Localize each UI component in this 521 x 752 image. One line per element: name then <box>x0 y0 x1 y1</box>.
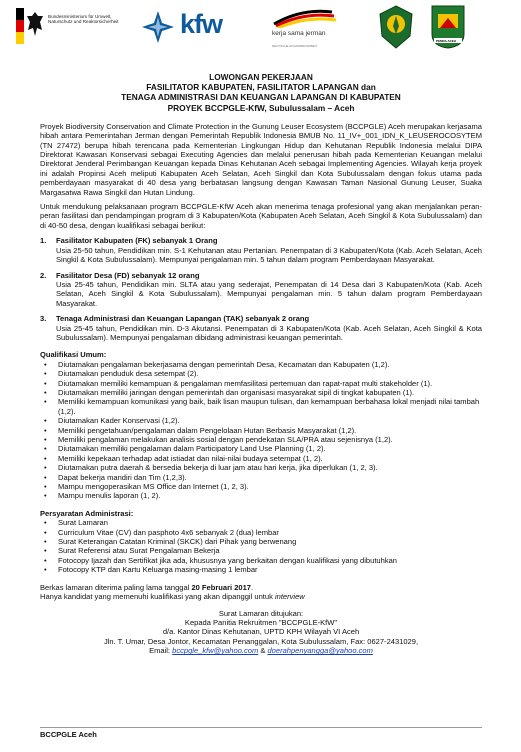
page-footer: BCCPGLE Aceh <box>40 727 482 739</box>
qualification-item: • Mampu menulis laporan (1, 2). <box>40 491 482 500</box>
title-line-3: TENAGA ADMINISTRASI DAN KEUANGAN LAPANGAN DI KABUPATEN <box>121 92 401 103</box>
qualification-item: • Memiliki kepekaan terhadap adat istiadat dan nilai-nilai budaya setempat (1, 2). <box>40 454 482 463</box>
posting-title <box>40 72 482 113</box>
title-line-4: PROYEK BCCPGLE-KfW, Subulussalam – Aceh <box>167 102 355 113</box>
qualification-item: • Mampu mengoperasikan MS Office dan Internet (1, 2, 3). <box>40 482 482 491</box>
qualification-item: • Diutamakan penduduk desa setempat (2). <box>40 369 482 378</box>
email-link-1[interactable]: bccpgle_kfw@yahoo.com <box>172 646 259 656</box>
qualification-item: • Memiliki pengetahuan/pengalaman dalam Pengelolaan Hutan Berbasis Masyarakat (1,2). <box>40 426 482 435</box>
qualification-item: • Diutamakan memiliki jaringan dengan pemerintah dan organisasi masyarakat sipil di tingkat kabupaten (1). <box>40 388 482 397</box>
position-number: 1. <box>40 236 47 246</box>
position-item <box>40 271 482 309</box>
position-heading: Fasilitator Desa (FD) sebanyak 12 orang <box>56 270 200 280</box>
admin-requirement-item: • Fotocopy Ijazah dan Sertifikat jika ada, khususnya yang berkaitan dengan kualifikasi yang dibutuhkan <box>40 556 482 565</box>
positions-list <box>40 236 482 342</box>
qualifications-heading: Qualifikasi Umum: <box>40 350 107 360</box>
admin-requirement-item: • Surat Keterangan Catatan Kriminal (SKCK) dari Pihak yang berwenang <box>40 537 482 546</box>
federal-eagle-icon <box>26 10 44 38</box>
admin-requirement-item: • Surat Referensi atau Surat Pengalaman Bekerja <box>40 546 482 555</box>
qualification-item: • Diutamakan memiliki pengalaman dalam Participatory Land Use Planning (1, 2). <box>40 444 482 453</box>
position-item <box>40 314 482 342</box>
interview-line: Hanya kandidat yang memenuhi kualifikasi yang akan dipanggil untuk interview <box>40 592 305 602</box>
email-link-2[interactable]: doerahpenyangga@yahoo.com <box>267 646 373 656</box>
admin-requirement-item: • Fotocopy KTP dan Kartu Keluarga masing-masing 1 lembar <box>40 565 482 574</box>
position-description: Usia 25-50 tahun, Pendidikan min. S-1 Kehutanan atau Pertanian. Penempatan di 3 Kabupaten/Kota (Kab. Aceh Selatan, Aceh Singkil & Kota Subulussalam). Mempunyai pengalaman min. 5 tahun dalam program Pemberdayaan Masyarakat. <box>56 245 482 265</box>
title-line-2: FASILITATOR KABUPATEN, FASILITATOR LAPANGAN dan <box>146 82 376 93</box>
deadline-date: 20 Februari 2017 <box>191 582 252 592</box>
qualification-item: • Diutamakan Kader Konservasi (1,2). <box>40 416 482 425</box>
kfw-mark-icon <box>140 9 176 45</box>
address-line-2: Kepada Panitia Rekruitmen "BCCPGLE-KfW" <box>184 617 338 627</box>
qualification-item: • Diutamakan memiliki kemampuan & pengalaman memfasilitasi pertemuan dan rapat-rapat multi stakeholder (1). <box>40 379 482 388</box>
qualification-item: • Dapat bekerja mandiri dan Tim (1,2,3). <box>40 473 482 482</box>
kj-subtext: DEUTSCHE ZUSAMMENARBEIT <box>272 44 318 48</box>
intro-paragraph-2: Untuk mendukung pelaksanaan program BCCPGLE-KfW Aceh akan menerima tenaga profesional yang akan menjalankan peran-peran fasilitasi dan pendampingan program di 3 Kabupaten/Kota (Kabupaten Aceh Selatan, Aceh Singkil & Kota Subulussalam) dan di 40-50 desa, dengan kualifikasi sebagai berikut: <box>40 202 482 230</box>
kj-swoosh-icon <box>272 6 352 28</box>
admin-requirements-heading: Persyaratan Administrasi: <box>40 508 134 518</box>
position-number: 3. <box>40 314 47 324</box>
aceh-emblem <box>428 4 468 50</box>
bmu-logo <box>16 8 126 44</box>
kj-text: kerja sama jerman <box>272 30 326 37</box>
position-number: 2. <box>40 270 47 280</box>
admin-requirement-item: • Curriculum Vitae (CV) dan pasphoto 4x6 sebanyak 2 (dua) lembar <box>40 528 482 537</box>
intro-paragraph: Proyek Biodiversity Conservation and Climate Protection in the Gunung Leuser Ecosystem (BCCPGLE) Aceh merupakan kerjasama hibah antara Pemerintahan Jerman dengan Pemerintah Republik Indonesia BMUB No. 11_IV+_001_IDN_K_LEUSEROCOSYTEM (TN 27472) berupa hibah terencana pada Kementerian Lingkungan Hidup dan Kehutanan Republik Indonesia melalui DIPA Direktorat Kawasan Konservasi sebagai Executing Agencies dan melalui penerusan hibah pada Kementerian Keuangan melalui Direktorat Jenderal Perimbangan Keuangan kepada Dinas Kehutanan Aceh sebagai Implementing Agencies. Wilayah kerja proyek ini adalah Propinsi Aceh meliputi Kabupaten Aceh Selatan, Aceh Singkil dan Kota Subulussalam dengan fokus utama pada pemberdayaan masyarakat di 40 desa yang berbatasan langsung dengan Kawasan Taman Nasional Gunung Leuser, Suaka Margasatwa Rawa Singkil dan Hutan Lindung. <box>40 121 482 197</box>
bmu-text: Bundesministerium für Umwelt, Naturschutz und Reaktorsicherheit <box>48 14 119 25</box>
address-line-4: Jln. T. Umar, Desa Jontor, Kecamatan Penanggalan, Kota Subulussalam, Fax: 0627-2431029, <box>103 636 419 646</box>
kfw-logo <box>140 6 250 46</box>
logo-strip <box>0 0 521 58</box>
kerja-sama-jerman-logo <box>272 6 352 50</box>
position-heading: Tenaga Administrasi dan Keuangan Lapangan (TAK) sebanyak 2 orang <box>56 314 310 324</box>
ministry-emblem <box>376 4 416 50</box>
job-posting <box>40 66 482 656</box>
admin-requirement-item: • Surat Lamaran <box>40 518 482 527</box>
address-line-1: Surat Lamaran ditujukan: <box>218 608 304 618</box>
qualification-item: • Diutamakan putra daerah & bersedia bekerja di luar jam atau hari kerja, jika diperlukan (1, 2, 3). <box>40 463 482 472</box>
title-line-1: LOWONGAN PEKERJAAN <box>209 72 313 82</box>
email-line: Email: bccpgle_kfw@yahoo.com & doerahpenyangga@yahoo.com <box>149 646 373 656</box>
deadline-line: Berkas lamaran diterima paling lama tanggal 20 Februari 2017. <box>40 582 254 592</box>
kfw-wordmark: kfw <box>180 9 223 39</box>
address-line-3: d/a. Kantor Dinas Kehutanan, UPTD KPH Wilayah VI Aceh <box>162 627 360 637</box>
aceh-emblem-label: PEMDA ACEH <box>436 39 456 43</box>
german-flag-icon <box>16 8 24 44</box>
ministry-emblem-icon <box>376 4 416 50</box>
qualification-item: • Memiliki kemampuan komunikasi yang baik, baik lisan maupun tulisan, dan kemampuan berbahasa lokal menjadi nilai tambah (1,2). <box>40 397 482 416</box>
qualification-item: • Memiliki pengalaman melakukan analisis sosial dengan pendekatan SLA/PRA atau sejenisnya (1,2). <box>40 435 482 444</box>
address-block <box>40 609 482 656</box>
position-item <box>40 236 482 264</box>
position-heading: Fasilitator Kabupaten (FK) sebanyak 1 Orang <box>56 236 218 246</box>
aceh-emblem-icon <box>428 4 468 50</box>
position-description: Usia 25-45 tahun, Pendidikan min. D-3 Akutansi. Penempatan di 3 Kabupaten/Kota (Kab. Aceh Selatan, Aceh Singkil & Kota Subulussalam). Mempunyai pengalaman dibidang administrasi keuangan pemerintah. <box>56 323 482 342</box>
qualification-item: • Diutamakan pengalaman bekerjasama dengan pemerintah Desa, Kecamatan dan Kabupaten (1,2). <box>40 360 482 369</box>
qualifications-list <box>40 360 482 501</box>
position-description: Usia 25-45 tahun, Pendidikan min. SLTA atau yang sederajat, Penempatan di 14 Desa dari 3 Kabupaten/Kota (Kab. Aceh Selatan, Aceh Singkil & Kota Subulussalam). Mempunyai pengalaman min. 5 tahun dalam program Pemberdayaan Masyarakat. <box>56 279 482 308</box>
admin-requirements-list <box>40 518 482 574</box>
